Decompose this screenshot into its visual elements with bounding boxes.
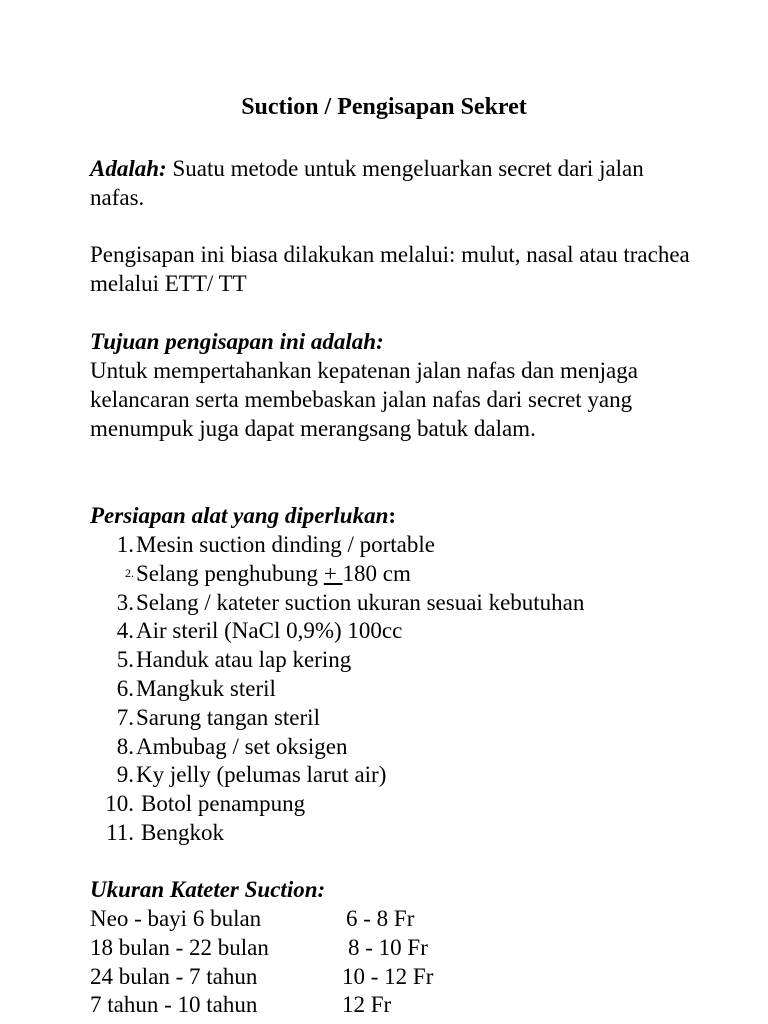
catheter-sizes-label bbox=[90, 875, 690, 904]
age-range: 24 bulan - 7 tahun bbox=[90, 963, 258, 989]
list-item-text-part: 180 cm bbox=[342, 560, 411, 586]
list-item bbox=[90, 760, 730, 789]
definition-paragraph bbox=[90, 154, 690, 212]
list-item-text: Bengkok bbox=[141, 819, 225, 845]
catheter-size: 12 Fr bbox=[342, 992, 392, 1018]
list-item-number: 10. bbox=[105, 791, 134, 817]
list-item bbox=[90, 818, 730, 847]
list-item bbox=[90, 616, 730, 645]
list-item bbox=[90, 789, 730, 818]
list-item-number: 6. bbox=[116, 675, 134, 701]
list-item-text: Ambubag / set oksigen bbox=[136, 733, 348, 759]
equipment-heading bbox=[90, 501, 690, 530]
list-item bbox=[90, 645, 730, 674]
list-item-number: 9. bbox=[116, 762, 134, 788]
plus-minus-symbol: + bbox=[323, 560, 343, 586]
purpose-label: Tujuan pengisapan ini adalah: bbox=[90, 329, 384, 354]
list-item-text: Sarung tangan steril bbox=[136, 704, 320, 730]
list-item-text: Selang / kateter suction ukuran sesuai kebutuhan bbox=[136, 589, 585, 615]
equipment-list bbox=[90, 530, 730, 847]
catheter-size: 10 - 12 Fr bbox=[342, 963, 434, 989]
list-item-text: Air steril (NaCl 0,9%) 100cc bbox=[136, 618, 403, 644]
equipment-label: Persiapan alat yang diperlukan bbox=[90, 503, 389, 528]
page-title: Suction / Pengisapan Sekret bbox=[241, 94, 527, 120]
list-item-text-part: Selang penghubung bbox=[136, 560, 324, 586]
table-row bbox=[90, 933, 690, 962]
list-item bbox=[90, 530, 730, 559]
catheter-sizes-heading: Ukuran Kateter Suction: bbox=[90, 877, 326, 902]
list-item-number: 2. bbox=[125, 565, 134, 580]
purpose-section bbox=[90, 327, 690, 443]
list-item-number: 7. bbox=[116, 704, 134, 730]
list-item bbox=[90, 703, 730, 732]
list-item-text bbox=[136, 559, 411, 588]
table-row bbox=[90, 904, 690, 933]
age-range: 18 bulan - 22 bulan bbox=[90, 934, 269, 960]
list-item-text: Handuk atau lap kering bbox=[136, 647, 352, 673]
age-range: Neo - bayi 6 bulan bbox=[90, 906, 262, 931]
list-item-number: 5. bbox=[116, 647, 134, 673]
definition-text: Suatu metode untuk mengeluarkan secret dari jalan nafas. bbox=[90, 156, 644, 210]
list-item-number: 1. bbox=[116, 532, 134, 557]
list-item bbox=[90, 674, 730, 703]
age-range: 7 tahun - 10 tahun bbox=[90, 992, 258, 1018]
list-item-text: Botol penampung bbox=[141, 791, 306, 817]
catheter-size: 8 - 10 Fr bbox=[348, 934, 428, 960]
purpose-text: Untuk mempertahankan kepatenan jalan nafas dan menjaga kelancaran serta membebaskan jalan nafas dari secret yang menumpuk juga dapat merangsang batuk dalam. bbox=[90, 358, 638, 441]
list-item-text: Mesin suction dinding / portable bbox=[136, 532, 435, 557]
list-item-text: Ky jelly (pelumas larut air) bbox=[136, 762, 387, 788]
list-item bbox=[90, 732, 730, 761]
catheter-size: 6 - 8 Fr bbox=[346, 906, 415, 931]
list-item-number: 11. bbox=[106, 819, 134, 845]
list-item-number: 8. bbox=[116, 733, 134, 759]
list-item-number: 3. bbox=[116, 589, 134, 615]
definition-label: Adalah: bbox=[90, 156, 167, 181]
route-paragraph: Pengisapan ini biasa dilakukan melalui: mulut, nasal atau trachea melalui ETT/ TT bbox=[90, 242, 690, 296]
list-item-number: 4. bbox=[116, 618, 134, 644]
list-item bbox=[90, 588, 730, 617]
list-item bbox=[90, 559, 730, 588]
table-row bbox=[90, 962, 690, 991]
catheter-sizes-table bbox=[90, 904, 690, 1019]
list-item-text: Mangkuk steril bbox=[136, 675, 276, 701]
table-row bbox=[90, 990, 690, 1019]
equipment-label-colon: : bbox=[388, 503, 397, 528]
